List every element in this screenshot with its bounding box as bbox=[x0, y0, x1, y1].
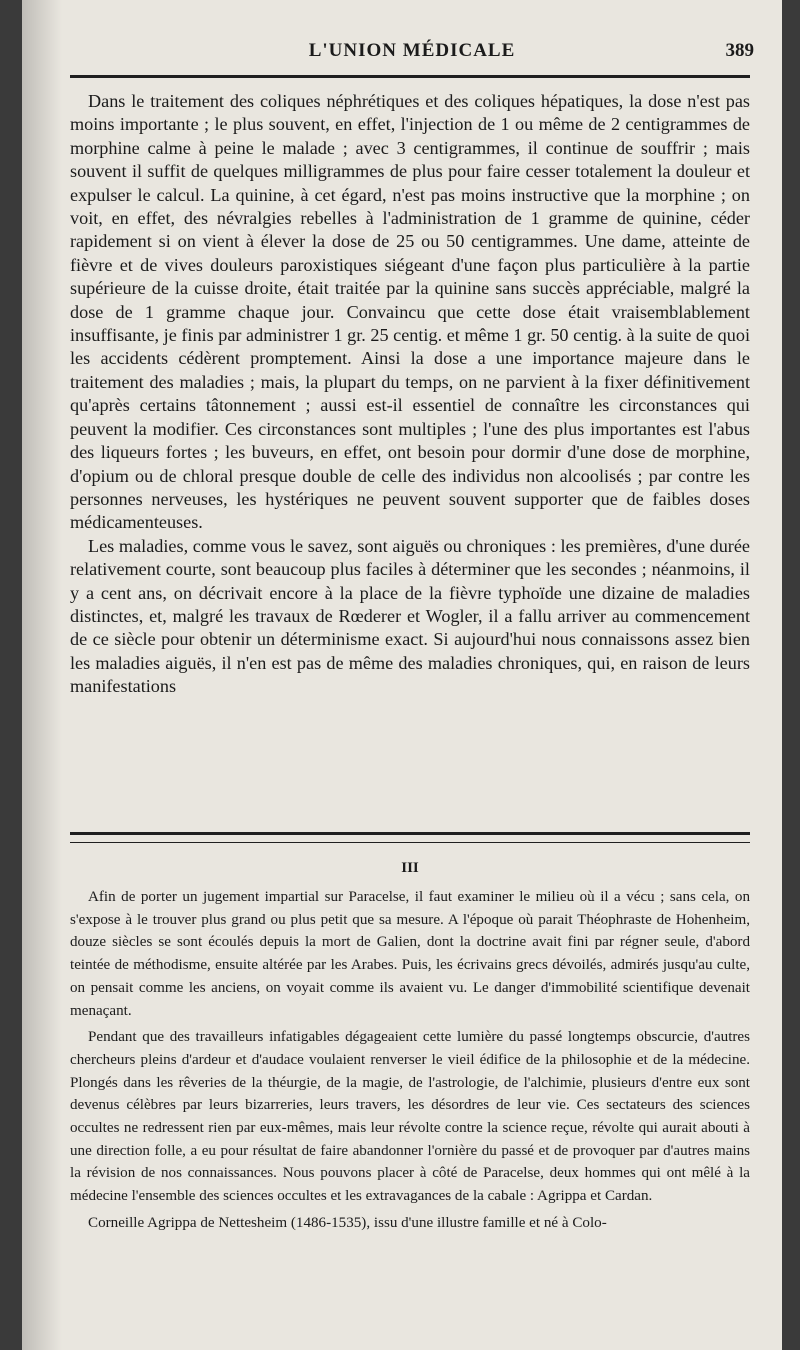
article-paragraph: Les maladies, comme vous le savez, sont aiguës ou chroniques : les premières, d'une durée relativement courte, sont beaucoup plus faciles à déterminer que les secondes ; néanmoins, il y a cent ans, on décrivait encore à la place de la fièvre typhoïde une dizaine de maladies distinctes, et, malgré les travaux de Rœderer et Wogler, il a fallu arriver au commencement de ce siècle pour obtenir un déterminisme exact. Si aujourd'hui nous connaissons assez bien les maladies aiguës, il n'en est pas de même des maladies chroniques, qui, en raison de leurs manifestations bbox=[70, 535, 750, 697]
header-rule bbox=[70, 75, 750, 78]
feuilleton-text bbox=[70, 886, 750, 1235]
section-heading: III bbox=[401, 860, 419, 876]
journal-page bbox=[22, 0, 782, 1350]
running-header bbox=[70, 40, 754, 70]
feuilleton-paragraph: Corneille Agrippa de Nettesheim (1486-1535), issu d'une illustre famille et né à Colo- bbox=[88, 1214, 607, 1231]
page-gutter-shadow bbox=[22, 0, 62, 1350]
main-article bbox=[70, 90, 750, 699]
feuilleton-separator bbox=[70, 832, 750, 843]
article-paragraph: Dans le traitement des coliques néphrétiques et des coliques hépatiques, la dose n'est pas moins importante ; le plus souvent, en effet, l'injection de 1 ou même de 2 centigrammes de morphine calme à peine le malade ; avec 3 centigrammes, il continue de souffrir ; mais souvent il suffit de quelques milligrammes de plus pour faire cesser totalement la douleur et expulser le calcul. La quinine, à cet égard, n'est pas moins instructive que la morphine ; on voit, en effet, des névralgies rebelles à l'administration de 1 gramme de quinine, céder rapidement si on vient à élever la dose de 25 ou 50 centigrammes. Une dame, atteinte de fièvre et de vives douleurs paroxistiques siégeant d'une façon plus particulière à la partie supérieure de la cuisse droite, était traitée par la quinine sans succès appréciable, malgré la dose de 1 gramme chaque jour. Convaincu que cette dose était vraisemblablement insuffisante, je finis par administrer 1 gr. 25 centig. et même 1 gr. 50 centig. à la suite de quoi les accidents cédèrent promptement. Ainsi la dose a une importance majeure dans le traitement des maladies ; mais, la plupart du temps, on ne parvient à la fixer définitivement qu'après certains tâtonnement ; aussi est-il essentiel de connaître les circonstances qui peuvent la modifier. Ces circonstances sont multiples ; l'une des plus importantes est l'abus des liqueurs fortes ; les buveurs, en effet, ont besoin pour dormir d'une dose de morphine, d'opium ou de chloral presque double de celle des individus non alcoolisés ; par contre les personnes nerveuses, les hystériques ne peuvent souvent supporter que de faibles doses médicamenteuses. bbox=[70, 91, 750, 533]
journal-title: L'UNION MÉDICALE bbox=[308, 40, 516, 61]
page-number: 389 bbox=[725, 40, 754, 61]
feuilleton-paragraph: Pendant que des travailleurs infatigables dégageaient cette lumière du passé longtemps obscurcie, d'autres chercheurs pleins d'ardeur et d'audace voulaient renverser le vieil édifice de la philosophie et de la médecine. Plongés dans les rêveries de la théurgie, de la magie, de l'astrologie, de l'alchimie, plusieurs d'entre eux sont devenus célèbres par leurs bizarreries, leurs travers, les désordres de leur vie. Ces sectateurs des sciences occultes ne redressent rien par eux-mêmes, mais leur révolte contre la science reçue, révolte qui aurait abouti à une direction folle, a eu pour résultat de faire abandonner l'ornière du passé et de provoquer par d'autres mains la révision de nos connaissances. Nous pouvons placer à côté de Paracelse, deux hommes qui ont mêlé à la médecine l'ensemble des sciences occultes et les extravagances de la cabale : Agrippa et Cardan. bbox=[70, 1029, 750, 1205]
feuilleton-paragraph: Afin de porter un jugement impartial sur Paracelse, il faut examiner le milieu où il a vécu ; sans cela, on s'expose à le trouver plus grand ou plus petit que sa mesure. A l'époque où parait Théophraste de Hohenheim, douze siècles se sont écoulés depuis la mort de Galien, dont la doctrine avait fini par régner seule, d'abord teintée de méthodisme, ensuite altérée par les Arabes. Puis, les écrivains grecs dévoilés, admirés jusqu'au culte, on pensait comme les anciens, on voyait comme ils avaient vu. Le danger d'immobilité scientifique devenait menaçant. bbox=[70, 889, 750, 1019]
